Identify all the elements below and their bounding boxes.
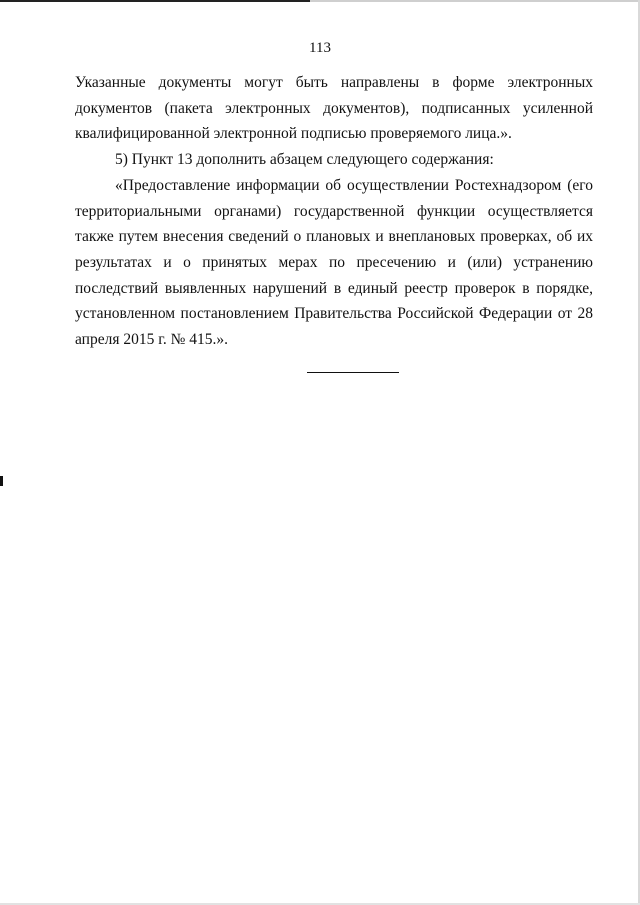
paragraph-electronic-documents: Указанные документы могут быть направлены в форме электронных документов (пакета электронных документов), подписанных усиленной квалифицированной электронной подписью проверяемого лица.». [75, 74, 593, 143]
scan-margin-mark [0, 476, 3, 486]
scan-edge-line [0, 0, 310, 2]
paragraph-item-5: 5) Пункт 13 дополнить абзацем следующего содержания: [115, 151, 494, 169]
end-separator-line [307, 372, 399, 373]
document-body [75, 70, 593, 353]
paragraph-quoted-amendment: «Предоставление информации об осуществлении Ростехнадзором (его территориальными органами) государственной функции осуществляется также путем внесения сведений о плановых и внеплановых проверках, об их результатах и о принятых мерах по пресечению и (или) устранению последствий выявленных нарушений в единый реестр проверок в порядке, установленном постановлением Правительства Российской Федерации от 28 апреля 2015 г. № 415.». [75, 176, 593, 349]
page-number: 113 [309, 40, 331, 56]
